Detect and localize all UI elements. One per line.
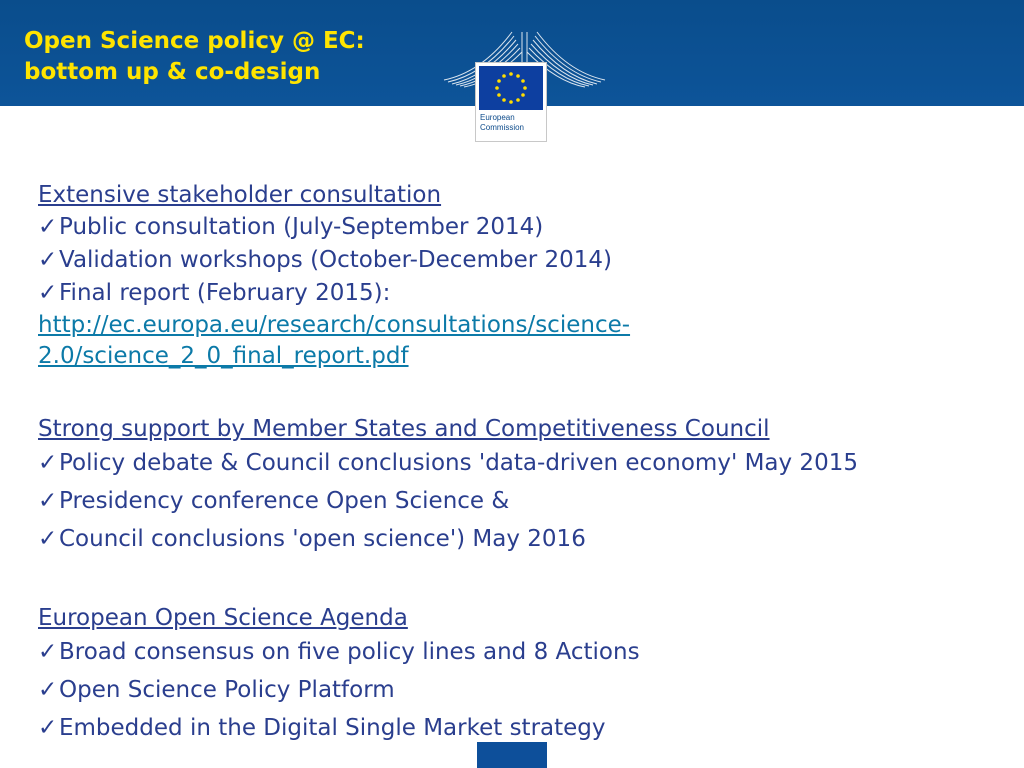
list-item-text: Open Science Policy Platform xyxy=(59,677,395,703)
check-icon: ✓ xyxy=(38,214,58,240)
list-item xyxy=(38,445,858,482)
list-item-text: Embedded in the Digital Single Market strategy xyxy=(59,715,606,741)
title-line-2: bottom up & co-design xyxy=(24,59,321,85)
check-icon: ✓ xyxy=(38,247,58,273)
list-item xyxy=(38,709,640,747)
slide-title xyxy=(24,26,365,88)
footer-flag-tab xyxy=(477,742,547,768)
list-item-text: Public consultation (July-September 2014) xyxy=(59,214,544,240)
list-item xyxy=(38,482,858,520)
list-item xyxy=(38,211,630,244)
logo-text-line-1: European xyxy=(480,113,515,122)
list-item xyxy=(38,244,630,277)
check-icon: ✓ xyxy=(38,677,58,703)
list-item-text: Broad consensus on five policy lines and 8 Actions xyxy=(59,639,640,665)
list-item-text: Validation workshops (October-December 2014) xyxy=(59,247,612,273)
list-item xyxy=(38,634,640,671)
logo-plaque xyxy=(475,62,547,142)
check-icon: ✓ xyxy=(38,488,58,514)
check-icon: ✓ xyxy=(38,280,58,306)
final-report-link[interactable] xyxy=(38,310,630,372)
section-heading: Extensive stakeholder consultation xyxy=(38,182,442,208)
european-commission-logo xyxy=(442,28,607,144)
section-stakeholder-consultation xyxy=(38,180,630,372)
logo-text-line-2: Commission xyxy=(480,123,525,132)
section-heading: European Open Science Agenda xyxy=(38,605,408,631)
check-icon: ✓ xyxy=(38,526,58,552)
check-icon: ✓ xyxy=(38,450,58,476)
section-member-states-support xyxy=(38,414,858,558)
link-line-1[interactable]: http://ec.europa.eu/research/consultations/science- xyxy=(38,312,631,338)
title-line-1: Open Science policy @ EC: xyxy=(24,28,365,54)
eu-flag-icon xyxy=(479,66,543,110)
list-item-text: Council conclusions 'open science') May 2016 xyxy=(59,526,586,552)
list-item-text: Presidency conference Open Science & xyxy=(59,488,510,514)
section-heading: Strong support by Member States and Competitiveness Council xyxy=(38,416,770,442)
check-icon: ✓ xyxy=(38,715,58,741)
list-item-text: Policy debate & Council conclusions 'data-driven economy' May 2015 xyxy=(59,450,858,476)
check-icon: ✓ xyxy=(38,639,58,665)
section-open-science-agenda xyxy=(38,603,640,747)
list-item-text: Final report (February 2015): xyxy=(59,280,391,306)
logo-text xyxy=(480,113,524,133)
list-item xyxy=(38,520,858,558)
list-item xyxy=(38,671,640,709)
link-line-2[interactable]: 2.0/science_2_0_final_report.pdf xyxy=(38,343,409,369)
list-item xyxy=(38,277,630,310)
